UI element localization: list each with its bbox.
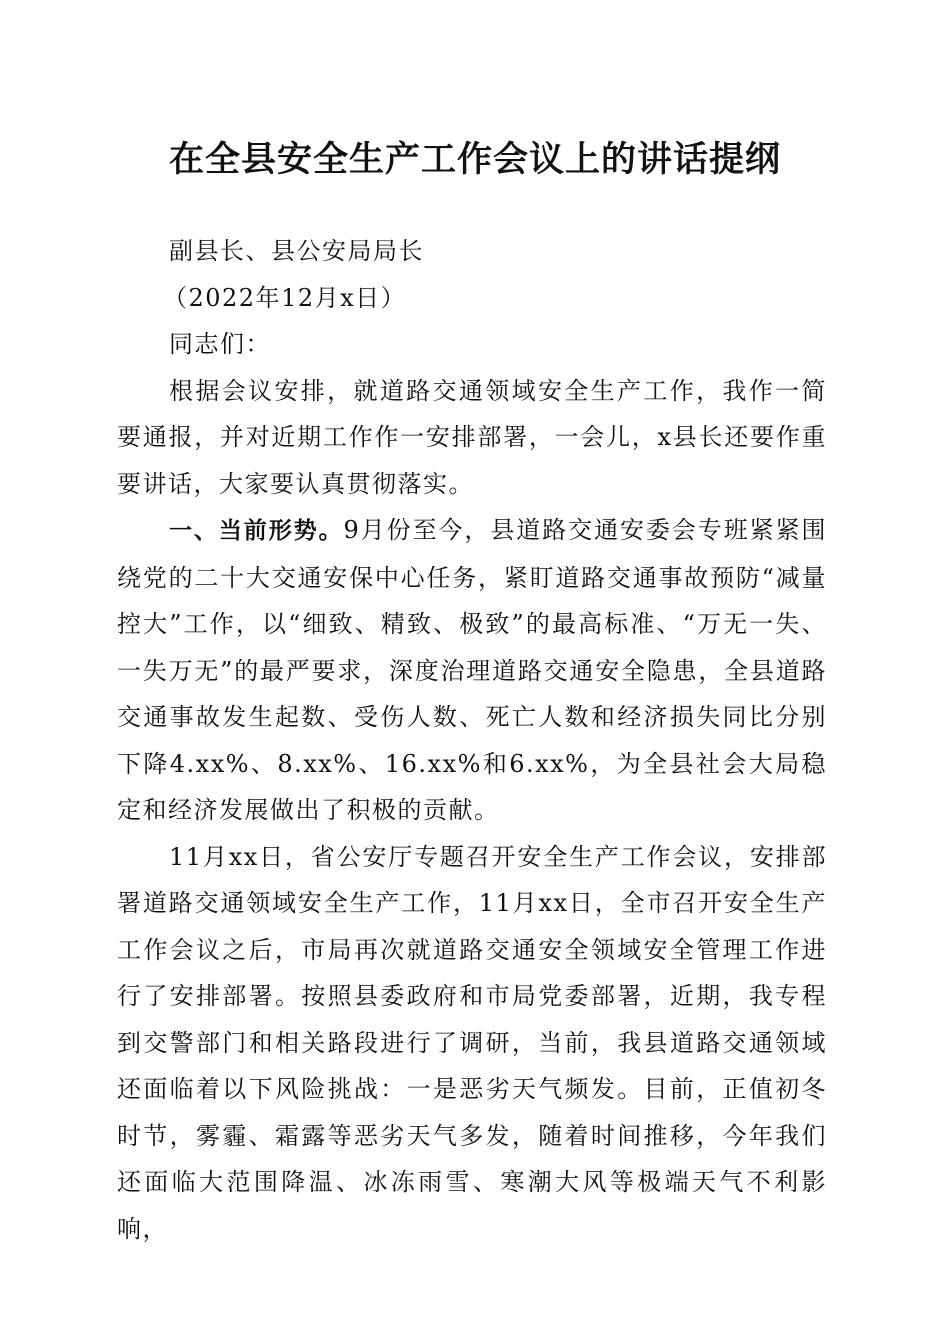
section-1-text: 9月份至今，县道路交通安委会专班紧紧围绕党的二十大交通安保中心任务，紧盯道路交通事故预防“减量控大”工作，以“细致、精致、极致”的最高标准、“万无一失、一失万无”的最严要求，深度治理道路交通安全隐患，全县道路交通事故发生起数、受伤人数、死亡人数和经济损失同比分别下降4.xx%、8.xx%、16.xx%和6.xx%，为全县社会大局稳定和经济发展做出了积极的贡献。 [117,516,828,824]
speaker-line: 副县长、县公安局局长 [169,237,424,265]
paragraph-2: 11月xx日，省公安厅专题召开安全生产工作会议，安排部署道路交通领域安全生产工作，11月xx日，全市召开安全生产工作会议之后，市局再次就道路交通安全领域安全管理工作进行了安排部署。按照县委政府和市局党委部署，近期，我专程到交警部门和相关路段进行了调研，当前，我县道路交通领域还面临着以下风险挑战：一是恶劣天气频发。目前，正值初冬时节，雾霾、霜露等恶劣天气多发，随着时间推移，今年我们还面临大范围降温、冰冻雨雪、寒潮大风等极端天气不利影响， [117,842,827,1243]
date-line: （2022年12月x日） [163,283,407,312]
section-1-paragraph [117,507,827,834]
document-title: 在全县安全生产工作会议上的讲话提纲 [168,140,781,180]
salutation: 同志们： [169,330,271,358]
section-1-heading: 一、当前形势。 [169,518,344,544]
intro-paragraph: 根据会议安排，就道路交通领域安全生产工作，我作一简要通报，并对近期工作作一安排部署，一会儿，x县长还要作重要讲话，大家要认真贯彻落实。 [117,376,827,498]
document-body [117,228,827,1252]
